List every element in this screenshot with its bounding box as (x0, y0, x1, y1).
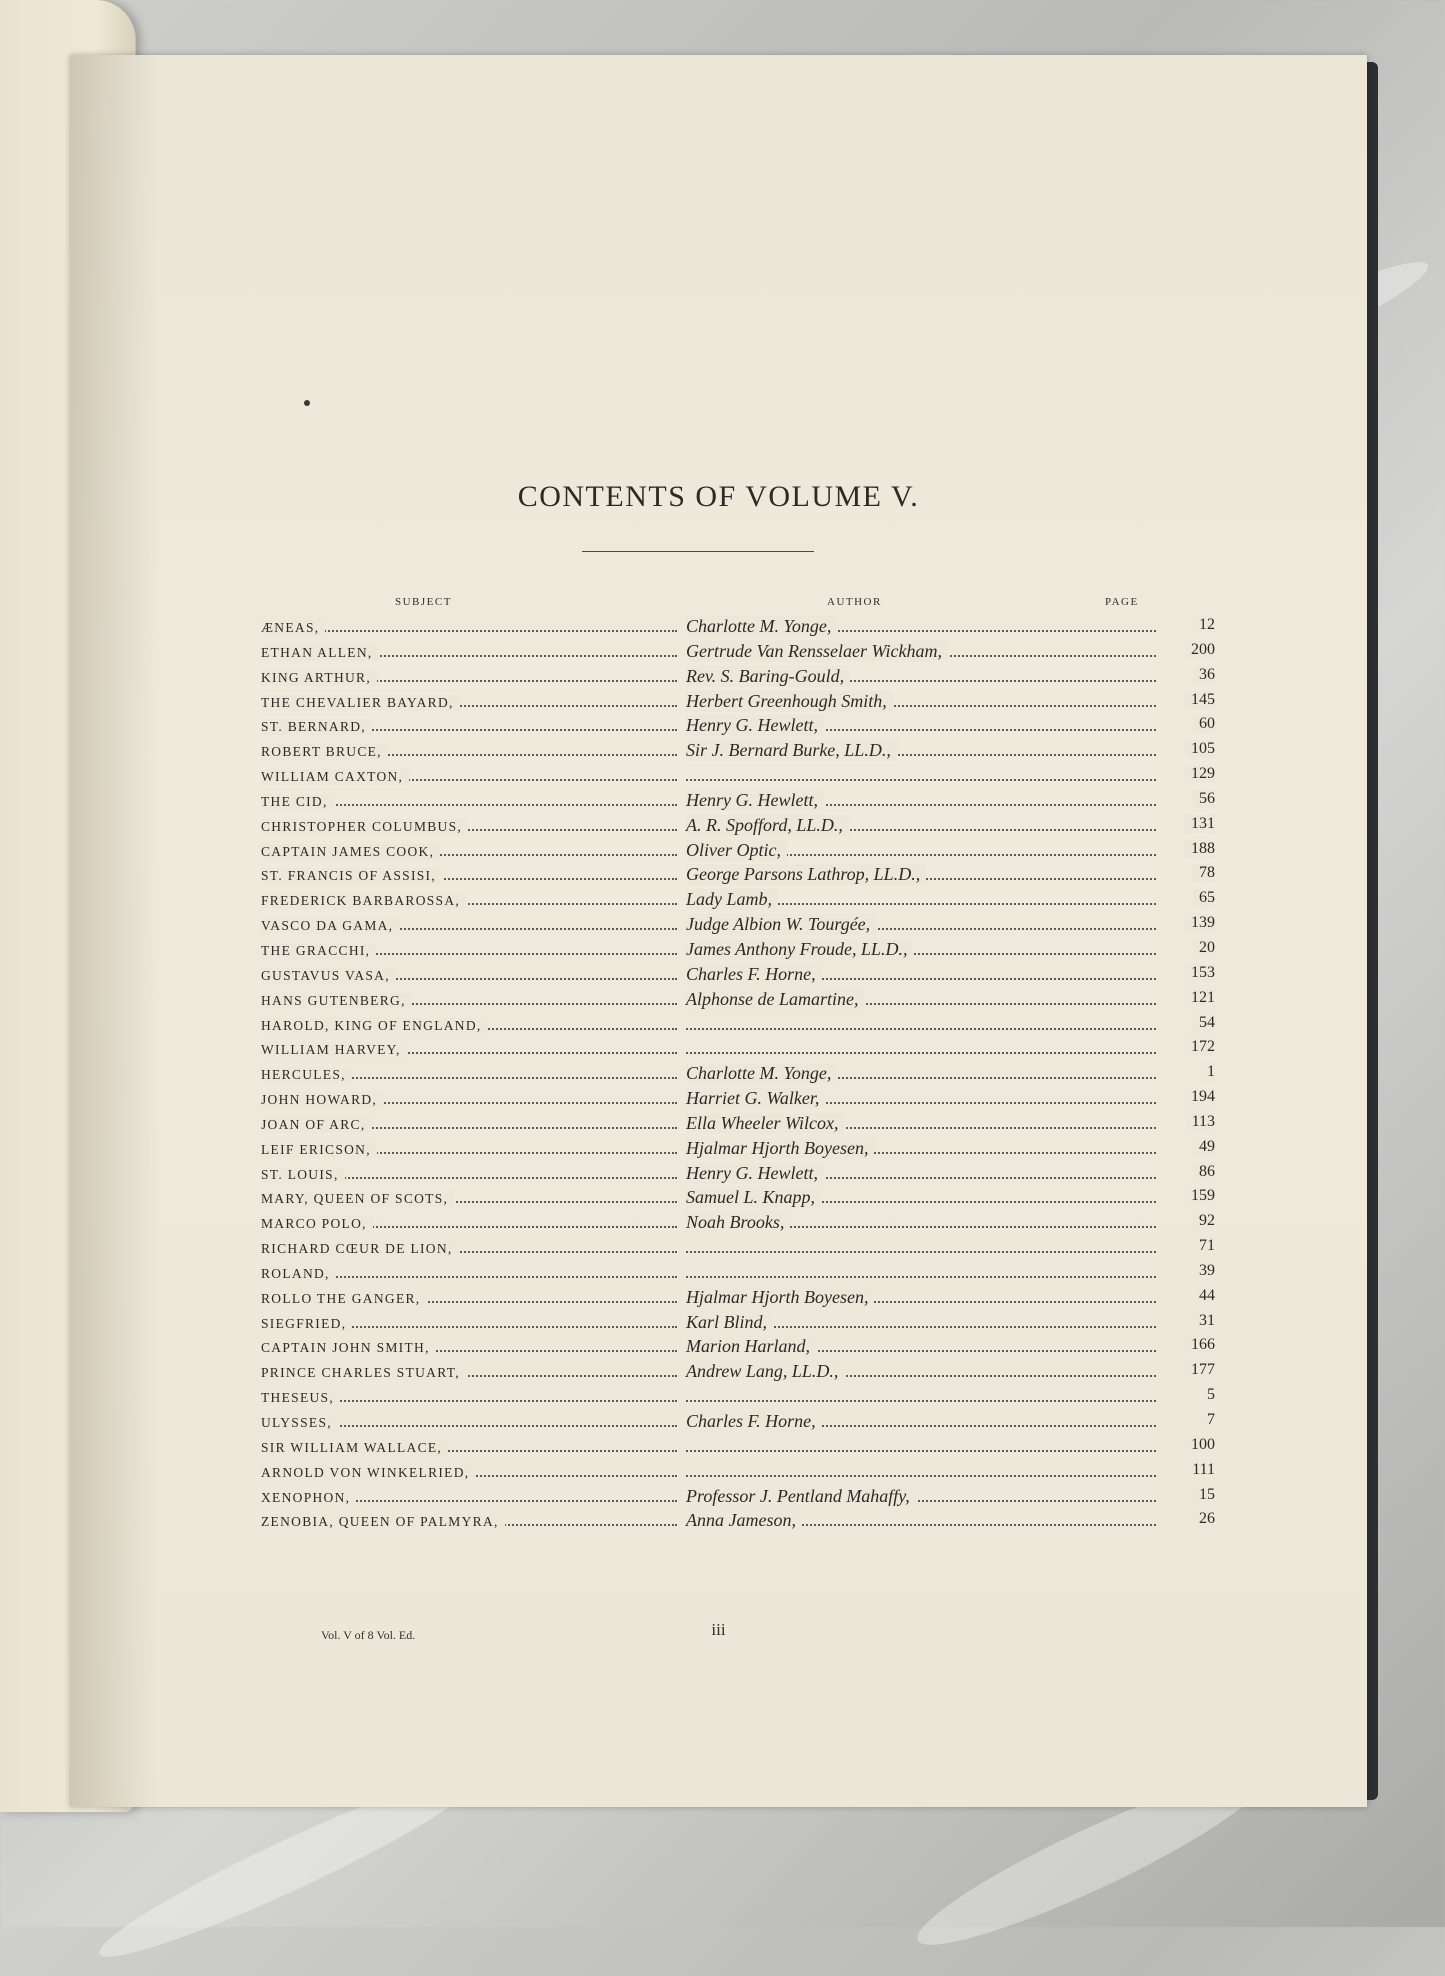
entry-page: 31 (1193, 1312, 1215, 1330)
entry-page: 71 (1193, 1237, 1215, 1255)
contents-row (261, 938, 1215, 963)
contents-row (261, 1410, 1215, 1435)
entry-subject: MARY, QUEEN OF SCOTS, (261, 1191, 454, 1207)
contents-row (261, 714, 1215, 739)
book-page (70, 55, 1367, 1807)
entry-page: 36 (1193, 666, 1215, 684)
contents-row (261, 1335, 1215, 1360)
entry-page: 7 (1201, 1411, 1215, 1429)
page-gutter-shadow (70, 55, 160, 1807)
entry-page: 92 (1193, 1212, 1215, 1230)
entry-page: 113 (1186, 1113, 1215, 1131)
entry-page: 5 (1201, 1386, 1215, 1404)
entry-page: 139 (1185, 914, 1215, 932)
contents-row (261, 615, 1215, 640)
contents-row (261, 1485, 1215, 1510)
page-column-header: PAGE (1105, 596, 1139, 608)
entry-page: 20 (1193, 939, 1215, 957)
entry-author: Henry G. Hewlett, (686, 1163, 824, 1184)
entry-author: Henry G. Hewlett, (686, 715, 824, 736)
entry-author: Rev. S. Baring-Gould, (686, 666, 850, 687)
entry-author: Marion Harland, (686, 1336, 816, 1357)
entry-page: 15 (1193, 1486, 1215, 1504)
entry-page: 121 (1185, 989, 1215, 1007)
entry-author: Hjalmar Hjorth Boyesen, (686, 1138, 874, 1159)
contents-row (261, 814, 1215, 839)
entry-author: Anna Jameson, (686, 1510, 802, 1531)
entry-page: 194 (1185, 1088, 1215, 1106)
entry-page: 200 (1185, 641, 1215, 659)
entry-page: 39 (1193, 1262, 1215, 1280)
entry-author: A. R. Spofford, LL.D., (686, 815, 849, 836)
contents-row (261, 1509, 1215, 1534)
contents-row (261, 988, 1215, 1013)
entry-page: 56 (1193, 790, 1215, 808)
entry-author: Henry G. Hewlett, (686, 790, 824, 811)
entry-author: Charles F. Horne, (686, 1411, 822, 1432)
entry-subject: THE CHEVALIER BAYARD, (261, 695, 460, 711)
entry-author: Andrew Lang, LL.D., (686, 1361, 844, 1382)
entry-author: Professor J. Pentland Mahaffy, (686, 1486, 916, 1507)
contents-row (261, 640, 1215, 665)
entry-page: 49 (1193, 1138, 1215, 1156)
title-rule (582, 551, 814, 552)
contents-row (261, 1186, 1215, 1211)
entry-subject: THE GRACCHI, (261, 943, 376, 959)
contents-row (261, 888, 1215, 913)
entry-page: 145 (1185, 691, 1215, 709)
author-column-header: AUTHOR (827, 596, 882, 608)
entry-subject: VASCO DA GAMA, (261, 918, 399, 934)
entry-subject: ÆNEAS, (261, 620, 325, 636)
entry-subject: GUSTAVUS VASA, (261, 968, 396, 984)
entry-subject: ETHAN ALLEN, (261, 645, 379, 661)
dot-leader (686, 1400, 1156, 1402)
entry-author: Charles F. Horne, (686, 964, 822, 985)
entry-author: Karl Blind, (686, 1312, 773, 1333)
entry-author: Hjalmar Hjorth Boyesen, (686, 1287, 874, 1308)
entry-page: 100 (1185, 1436, 1215, 1454)
entry-page: 1 (1201, 1063, 1215, 1081)
entry-subject: ZENOBIA, QUEEN OF PALMYRA, (261, 1514, 505, 1530)
contents-row (261, 1137, 1215, 1162)
contents-row (261, 1286, 1215, 1311)
entry-subject: ARNOLD VON WINKELRIED, (261, 1465, 475, 1481)
entry-page: 26 (1193, 1510, 1215, 1528)
entry-page: 129 (1185, 765, 1215, 783)
contents-row (261, 1112, 1215, 1137)
entry-page: 54 (1193, 1014, 1215, 1032)
dot-leader (686, 1276, 1156, 1278)
contents-row (261, 1037, 1215, 1062)
entry-page: 44 (1193, 1287, 1215, 1305)
page-title: CONTENTS OF VOLUME V. (517, 480, 920, 513)
contents-row (261, 739, 1215, 764)
entry-subject: ROBERT BRUCE, (261, 744, 388, 760)
entry-page: 153 (1185, 964, 1215, 982)
entry-subject: HANS GUTENBERG, (261, 993, 412, 1009)
entry-author: Alphonse de Lamartine, (686, 989, 865, 1010)
contents-row (261, 1460, 1215, 1485)
edition-note: Vol. V of 8 Vol. Ed. (321, 1628, 416, 1642)
entry-subject: WILLIAM HARVEY, (261, 1042, 407, 1058)
entry-subject: HAROLD, KING OF ENGLAND, (261, 1018, 488, 1034)
dot-leader (686, 1475, 1156, 1477)
contents-row (261, 913, 1215, 938)
entry-subject: WILLIAM CAXTON, (261, 769, 409, 785)
entry-subject: ROLLO THE GANGER, (261, 1291, 426, 1307)
contents-row (261, 863, 1215, 888)
entry-page: 188 (1185, 840, 1215, 858)
entry-subject: THE CID, (261, 794, 334, 810)
entry-subject: CAPTAIN JOHN SMITH, (261, 1340, 436, 1356)
contents-row (261, 839, 1215, 864)
contents-row (261, 1236, 1215, 1261)
entry-subject: JOHN HOWARD, (261, 1092, 383, 1108)
entry-author: George Parsons Lathrop, LL.D., (686, 864, 926, 885)
entry-page: 166 (1185, 1336, 1215, 1354)
contents-row (261, 1062, 1215, 1087)
entry-subject: XENOPHON, (261, 1490, 356, 1506)
contents-row (261, 789, 1215, 814)
entry-subject: SIEGFRIED, (261, 1316, 352, 1332)
entry-author: Herbert Greenhough Smith, (686, 691, 893, 712)
subject-column-header: SUBJECT (395, 596, 452, 608)
contents-row (261, 1211, 1215, 1236)
contents-row (261, 1261, 1215, 1286)
entry-page: 65 (1193, 889, 1215, 907)
dot-leader (686, 779, 1156, 781)
entry-page: 131 (1185, 815, 1215, 833)
page-speck (304, 400, 310, 406)
entry-page: 177 (1185, 1361, 1215, 1379)
contents-row (261, 1162, 1215, 1187)
entry-author: Ella Wheeler Wilcox, (686, 1113, 844, 1134)
entry-page: 159 (1185, 1187, 1215, 1205)
entry-author: Oliver Optic, (686, 840, 787, 861)
entry-subject: PRINCE CHARLES STUART, (261, 1365, 466, 1381)
contents-row (261, 1385, 1215, 1410)
contents-row (261, 1013, 1215, 1038)
entry-author: Harriet G. Walker, (686, 1088, 825, 1109)
entry-page: 78 (1193, 864, 1215, 882)
contents-list (261, 615, 1215, 1534)
entry-subject: ST. LOUIS, (261, 1167, 345, 1183)
entry-page: 172 (1185, 1038, 1215, 1056)
dot-leader (686, 1450, 1156, 1452)
entry-subject: MARCO POLO, (261, 1216, 373, 1232)
entry-author: James Anthony Froude, LL.D., (686, 939, 913, 960)
entry-subject: THESEUS, (261, 1390, 340, 1406)
entry-subject: ST. BERNARD, (261, 719, 372, 735)
entry-author: Sir J. Bernard Burke, LL.D., (686, 740, 897, 761)
entry-subject: HERCULES, (261, 1067, 352, 1083)
entry-subject: ST. FRANCIS OF ASSISI, (261, 868, 442, 884)
entry-author: Charlotte M. Yonge, (686, 1063, 837, 1084)
contents-row (261, 1087, 1215, 1112)
entry-author: Lady Lamb, (686, 889, 778, 910)
contents-row (261, 665, 1215, 690)
dot-leader (686, 1251, 1156, 1253)
entry-subject: ULYSSES, (261, 1415, 338, 1431)
contents-row (261, 963, 1215, 988)
entry-author: Charlotte M. Yonge, (686, 616, 837, 637)
contents-row (261, 690, 1215, 715)
entry-subject: KING ARTHUR, (261, 670, 377, 686)
entry-subject: CAPTAIN JAMES COOK, (261, 844, 440, 860)
entry-page: 86 (1193, 1163, 1215, 1181)
entry-subject: CHRISTOPHER COLUMBUS, (261, 819, 468, 835)
contents-row (261, 1360, 1215, 1385)
entry-author: Noah Brooks, (686, 1212, 790, 1233)
entry-author: Gertrude Van Rensselaer Wickham, (686, 641, 948, 662)
entry-subject: ROLAND, (261, 1266, 336, 1282)
entry-subject: JOAN OF ARC, (261, 1117, 372, 1133)
entry-subject: SIR WILLIAM WALLACE, (261, 1440, 448, 1456)
entry-page: 60 (1193, 715, 1215, 733)
dot-leader (686, 1052, 1156, 1054)
contents-row (261, 1435, 1215, 1460)
entry-author: Judge Albion W. Tourgée, (686, 914, 876, 935)
entry-subject: FREDERICK BARBAROSSA, (261, 893, 466, 909)
contents-row (261, 764, 1215, 789)
entry-subject: LEIF ERICSON, (261, 1142, 377, 1158)
contents-row (261, 1311, 1215, 1336)
dot-leader (686, 1028, 1156, 1030)
page-number: iii (711, 1620, 726, 1639)
entry-page: 12 (1193, 616, 1215, 634)
entry-page: 111 (1186, 1461, 1215, 1479)
entry-subject: RICHARD CŒUR DE LION, (261, 1241, 459, 1257)
entry-page: 105 (1185, 740, 1215, 758)
entry-author: Samuel L. Knapp, (686, 1187, 821, 1208)
